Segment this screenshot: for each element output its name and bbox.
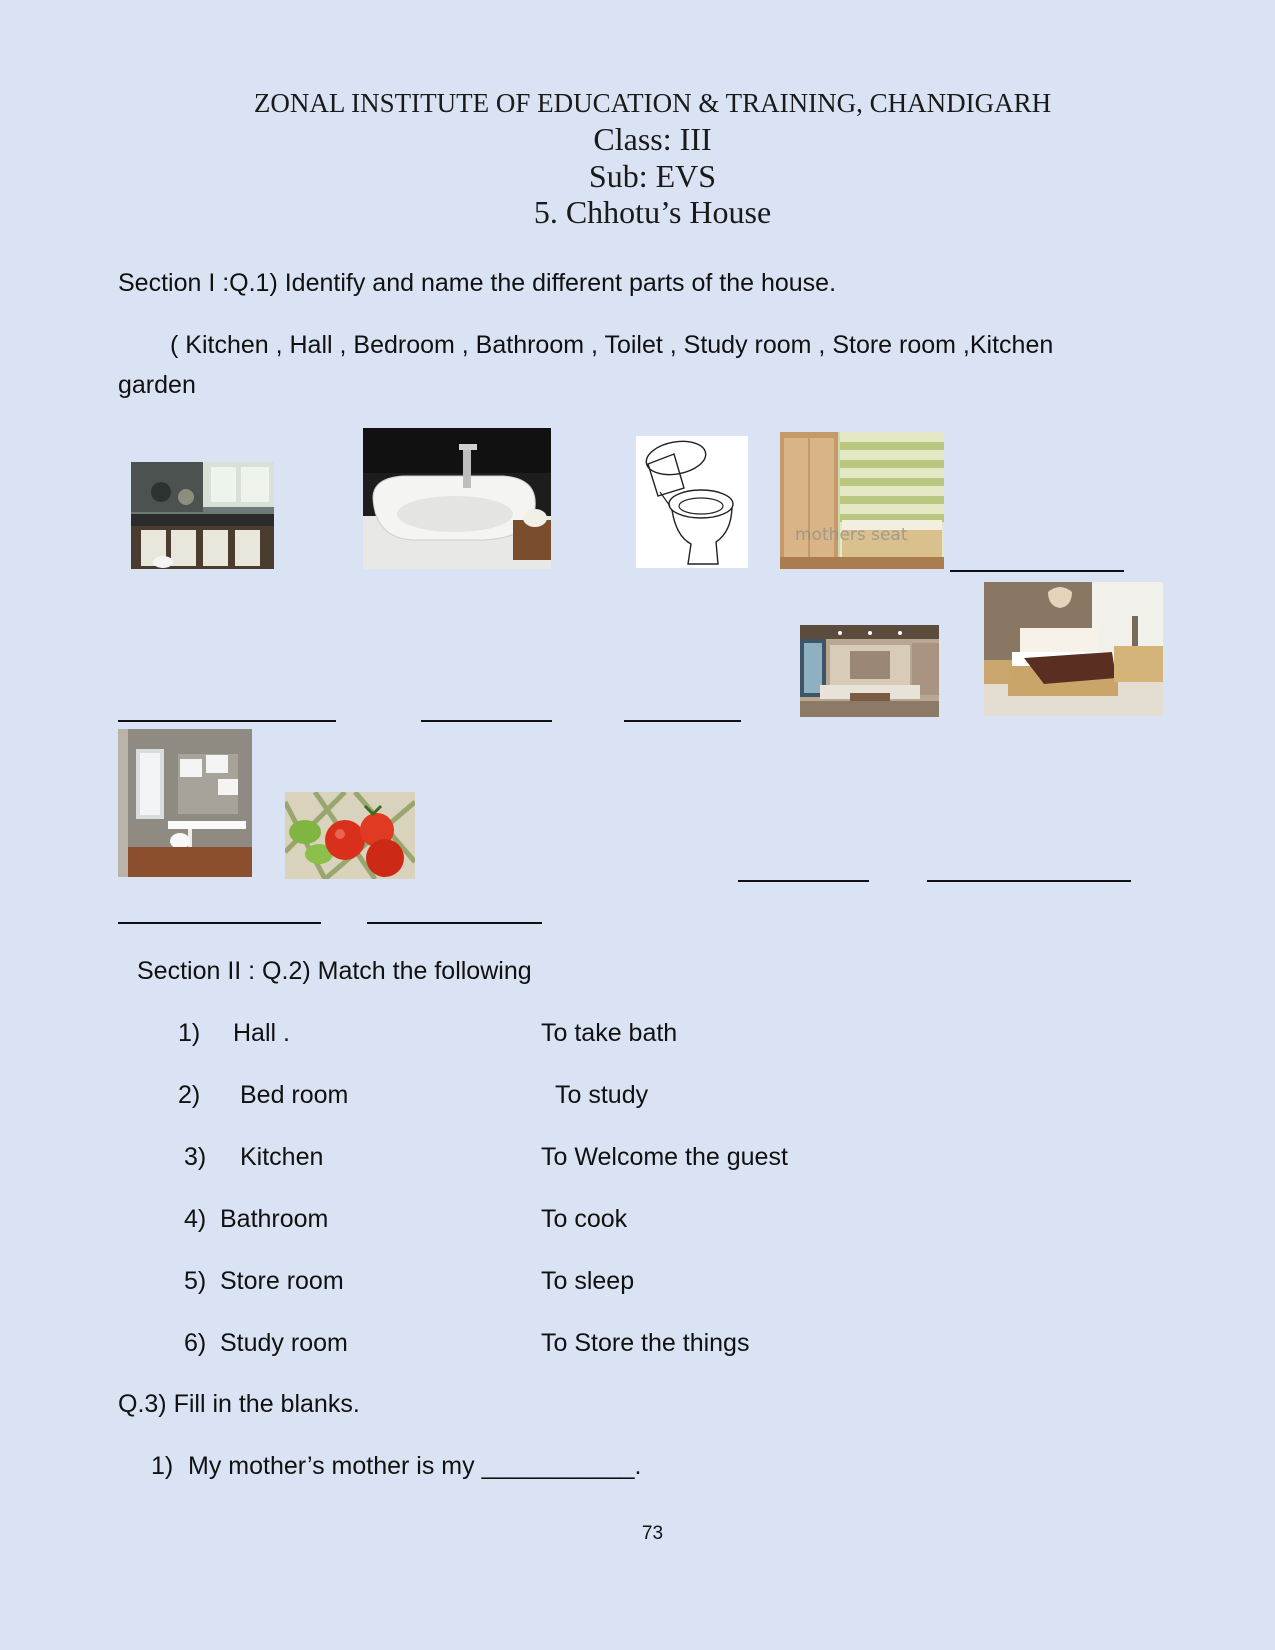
match-number: 6)	[184, 1329, 207, 1357]
match-left-item: Study room	[220, 1329, 348, 1357]
answer-blank-2[interactable]	[118, 720, 336, 722]
match-left-item: Store room	[220, 1267, 344, 1295]
bedroom-photo	[984, 582, 1163, 716]
match-number: 3)	[184, 1143, 207, 1171]
answer-blank-8[interactable]	[367, 922, 542, 924]
institute-title: ZONAL INSTITUTE OF EDUCATION & TRAINING, CHANDIGARH	[253, 88, 1052, 118]
fill-blank-sentence: My mother’s mother is my ___________.	[188, 1452, 642, 1480]
match-right-item: To Welcome the guest	[541, 1143, 788, 1171]
tomato-garden-photo	[285, 792, 415, 879]
match-right-item: To study	[555, 1081, 649, 1109]
section1-question: Section I :Q.1) Identify and name the different parts of the house.	[118, 269, 837, 297]
study-room-photo	[118, 729, 252, 877]
match-right-item: To cook	[541, 1205, 628, 1233]
match-number: 4)	[184, 1205, 207, 1233]
answer-blank-1[interactable]	[950, 570, 1124, 572]
page-number: 73	[641, 1523, 664, 1544]
word-bank-line1: ( Kitchen , Hall , Bedroom , Bathroom , Toilet , Study room , Store room ,Kitchen	[170, 331, 1054, 359]
watermark-text: mothers seat	[795, 525, 908, 545]
section2-question: Section II : Q.2) Match the following	[137, 957, 532, 985]
hall-living-room-photo	[800, 625, 939, 717]
match-number: 1)	[178, 1019, 201, 1047]
match-left-item: Bathroom	[220, 1205, 329, 1233]
match-right-item: To sleep	[541, 1267, 635, 1295]
kitchen-photo	[131, 462, 274, 569]
match-number: 2)	[178, 1081, 201, 1109]
class-label: Class: III	[593, 121, 712, 157]
store-room-photo	[780, 432, 944, 569]
match-left-item: Hall .	[233, 1019, 290, 1047]
subject-label: Sub: EVS	[588, 158, 717, 194]
section3-question: Q.3) Fill in the blanks.	[118, 1390, 360, 1418]
toilet-drawing	[636, 436, 748, 568]
answer-blank-3[interactable]	[421, 720, 552, 722]
match-number: 5)	[184, 1267, 207, 1295]
answer-blank-4[interactable]	[624, 720, 741, 722]
match-right-item: To Store the things	[541, 1329, 750, 1357]
bathroom-sink-photo	[363, 428, 551, 569]
match-left-item: Kitchen	[240, 1143, 324, 1171]
word-bank-line2: garden	[118, 371, 196, 399]
answer-blank-6[interactable]	[927, 880, 1131, 882]
answer-blank-7[interactable]	[118, 922, 321, 924]
match-left-item: Bed room	[240, 1081, 349, 1109]
chapter-title: 5. Chhotu’s House	[533, 194, 772, 230]
match-right-item: To take bath	[541, 1019, 678, 1047]
answer-blank-5[interactable]	[738, 880, 869, 882]
fill-blank-number: 1)	[151, 1452, 174, 1480]
